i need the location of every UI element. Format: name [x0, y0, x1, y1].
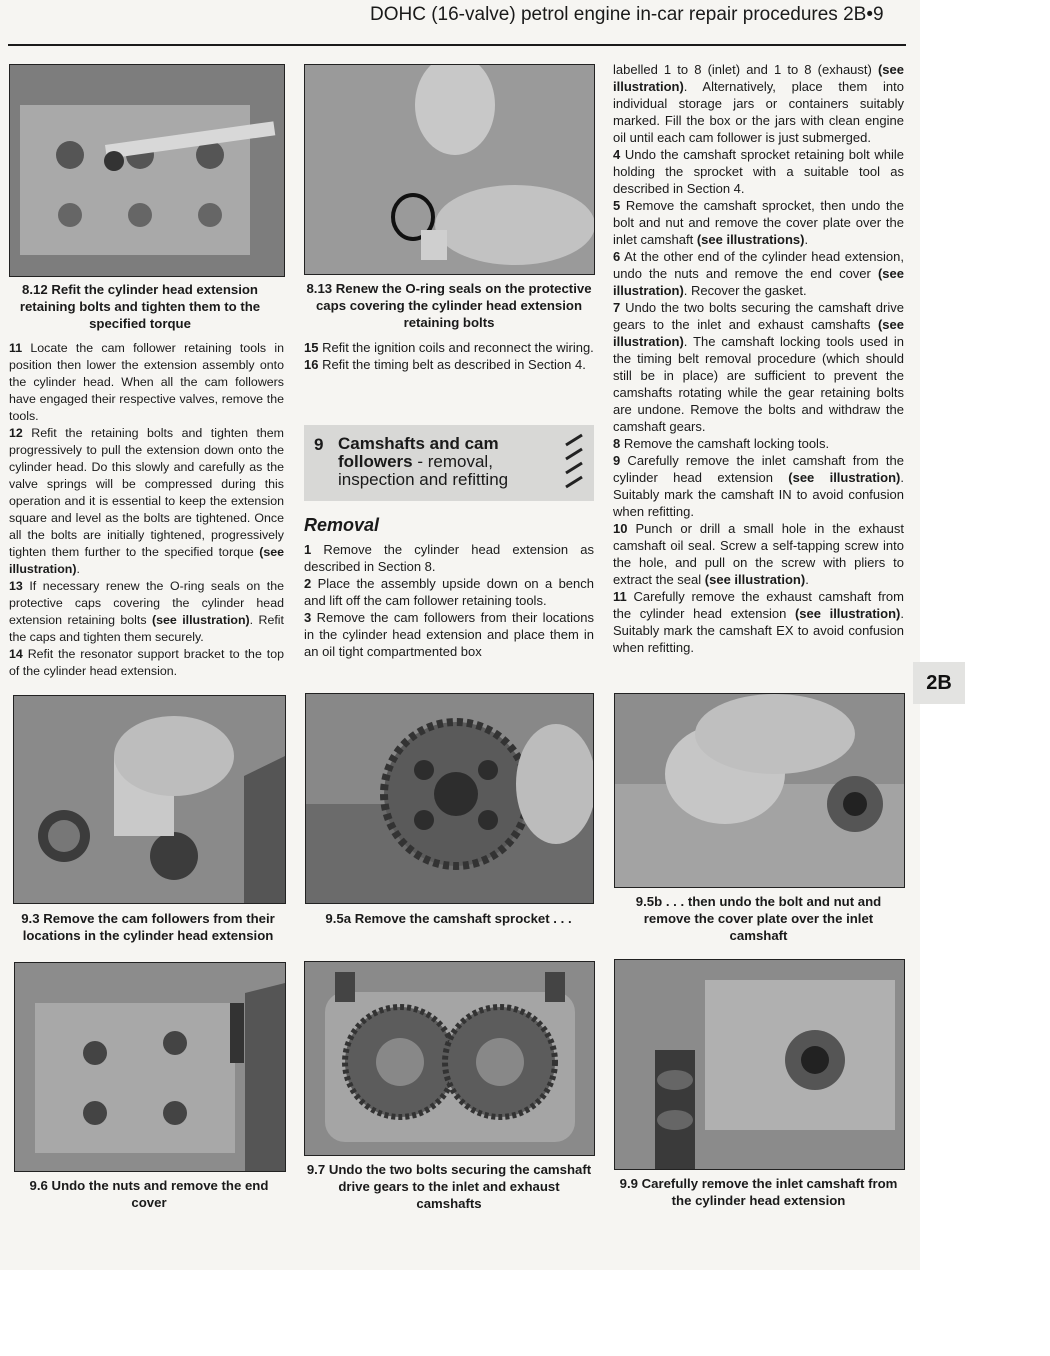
paragraph-2: 2 Place the assembly upside down on a bench and lift off the cam follower retaining tools. — [304, 576, 594, 608]
end-cover-illustration — [15, 963, 285, 1171]
difficulty-spanner-icon — [560, 431, 588, 495]
photo-9-5b — [614, 693, 905, 888]
paragraph-10: 10 Punch or drill a small hole in the exhaust camshaft oil seal. Screw a self-tapping screw into the hole, and pull on the screw with pliers to extract the seal (see illustration). — [613, 521, 904, 587]
caption-9-5b: 9.5b . . . then undo the bolt and nut and remove the cover plate over the inlet camshaft — [635, 894, 882, 943]
chapter-tab: 2B — [913, 662, 965, 704]
paragraph-16: 16 Refit the timing belt as described in Section 4. — [304, 357, 586, 372]
photo-9-7 — [304, 961, 595, 1156]
paragraph-9: 9 Carefully remove the inlet camshaft from the cylinder head extension (see illustration). Suitably mark the camshaft IN to avoid confusion when refitting. — [613, 453, 904, 519]
photo-9-9 — [614, 959, 905, 1170]
paragraph-14: 14 Refit the resonator support bracket to the top of the cylinder head extension. — [9, 647, 284, 678]
text-column-1 — [9, 340, 284, 680]
text-column-3 — [613, 61, 904, 656]
inlet-camshaft-illustration — [615, 960, 904, 1169]
caption-9-9: 9.9 Carefully remove the inlet camshaft from the cylinder head extension — [619, 1176, 898, 1208]
paragraph-1: 1 Remove the cylinder head extension as described in Section 8. — [304, 542, 594, 574]
page-header: DOHC (16-valve) petrol engine in-car repair procedures 2B•9 — [370, 4, 884, 25]
caption-9-5a: 9.5a Remove the camshaft sprocket . . . — [325, 911, 572, 926]
photo-9-6 — [14, 962, 286, 1172]
section-number: 9 — [314, 435, 324, 454]
photo-8-13 — [304, 64, 595, 275]
paragraph-3: 3 Remove the cam followers from their locations in the cylinder head extension and place them in an oil tight compartmented box — [304, 610, 594, 659]
o-ring-illustration — [305, 65, 594, 274]
photo-8-12 — [9, 64, 285, 277]
paragraph-3-cont: labelled 1 to 8 (inlet) and 1 to 8 (exhaust) (see illustration). Alternatively, place them into individual storage jars or containers suitably marked. Fill the box or the jars with clean engine oil until each cam follower is just submerged. — [613, 62, 904, 145]
paragraph-8: 8 Remove the camshaft locking tools. — [613, 436, 830, 451]
paragraph-4: 4 Undo the camshaft sprocket retaining bolt while holding the sprocket with a suitable tool as described in Section 4. — [613, 147, 904, 196]
text-column-2-top — [304, 339, 594, 373]
paragraph-7: 7 Undo the two bolts securing the camshaft drive gears to the inlet and exhaust camshafts (see illustration). The camshaft locking tools used in the timing belt removal procedure (which should still be in place) are sufficient to prevent the camshafts rotating while the gear retaining bolts are undone. Remove the bolts and withdraw the camshaft gears. — [613, 300, 904, 434]
cover-plate-illustration — [615, 694, 904, 887]
sprocket-illustration — [306, 694, 593, 903]
subheading-removal: Removal — [304, 515, 380, 535]
section-heading-box — [304, 425, 594, 501]
caption-8-12: 8.12 Refit the cylinder head extension retaining bolts and tighten them to the specified torque — [19, 282, 261, 331]
caption-9-7: 9.7 Undo the two bolts securing the camshaft drive gears to the inlet and exhaust camshafts — [306, 1162, 592, 1211]
photo-9-5a — [305, 693, 594, 904]
section-title: Camshafts and cam followers - removal, inspection and refitting — [338, 434, 509, 489]
header-rule — [8, 44, 906, 46]
photo-9-3 — [13, 695, 286, 904]
caption-9-3: 9.3 Remove the cam followers from their locations in the cylinder head extension — [21, 911, 275, 943]
paragraph-11b: 11 Carefully remove the exhaust camshaft from the cylinder head extension (see illustration). Suitably mark the camshaft EX to avoid confusion when refitting. — [613, 589, 904, 655]
caption-8-13: 8.13 Renew the O-ring seals on the protective caps covering the cylinder head extension retaining bolts — [306, 281, 592, 330]
paragraph-15: 15 Refit the ignition coils and reconnect the wiring. — [304, 340, 594, 355]
paragraph-5: 5 Remove the camshaft sprocket, then undo the bolt and nut and remove the cover plate over the inlet camshaft (see illustrations). — [613, 198, 904, 247]
drive-gears-illustration — [305, 962, 594, 1155]
paragraph-11: 11 Locate the cam follower retaining tools in position then lower the extension assembly onto the cylinder head. When all the cam followers have engaged their respective valves, remove the tools. — [9, 341, 284, 423]
text-column-2-bottom — [304, 541, 594, 660]
paragraph-13: 13 If necessary renew the O-ring seals on the protective caps covering the cylinder head extension retaining bolts (see illustration). Refit the caps and tighten them securely. — [9, 579, 284, 644]
paragraph-6: 6 At the other end of the cylinder head extension, undo the nuts and remove the end cover (see illustration). Recover the gasket. — [613, 249, 904, 298]
caption-9-6: 9.6 Undo the nuts and remove the end cover — [29, 1178, 269, 1210]
torque-wrench-illustration — [10, 65, 284, 276]
cam-follower-illustration — [14, 696, 285, 903]
paragraph-12: 12 Refit the retaining bolts and tighten them progressively to pull the extension down onto the cylinder head. Do this slowly and carefully as the valve springs will be compressed during this operation and it is essential to keep the extension square and level as the bolts are tightened. Once all the bolts are initially tightened, progressively tighten them further to the specified torque (see illustration). — [9, 426, 284, 576]
